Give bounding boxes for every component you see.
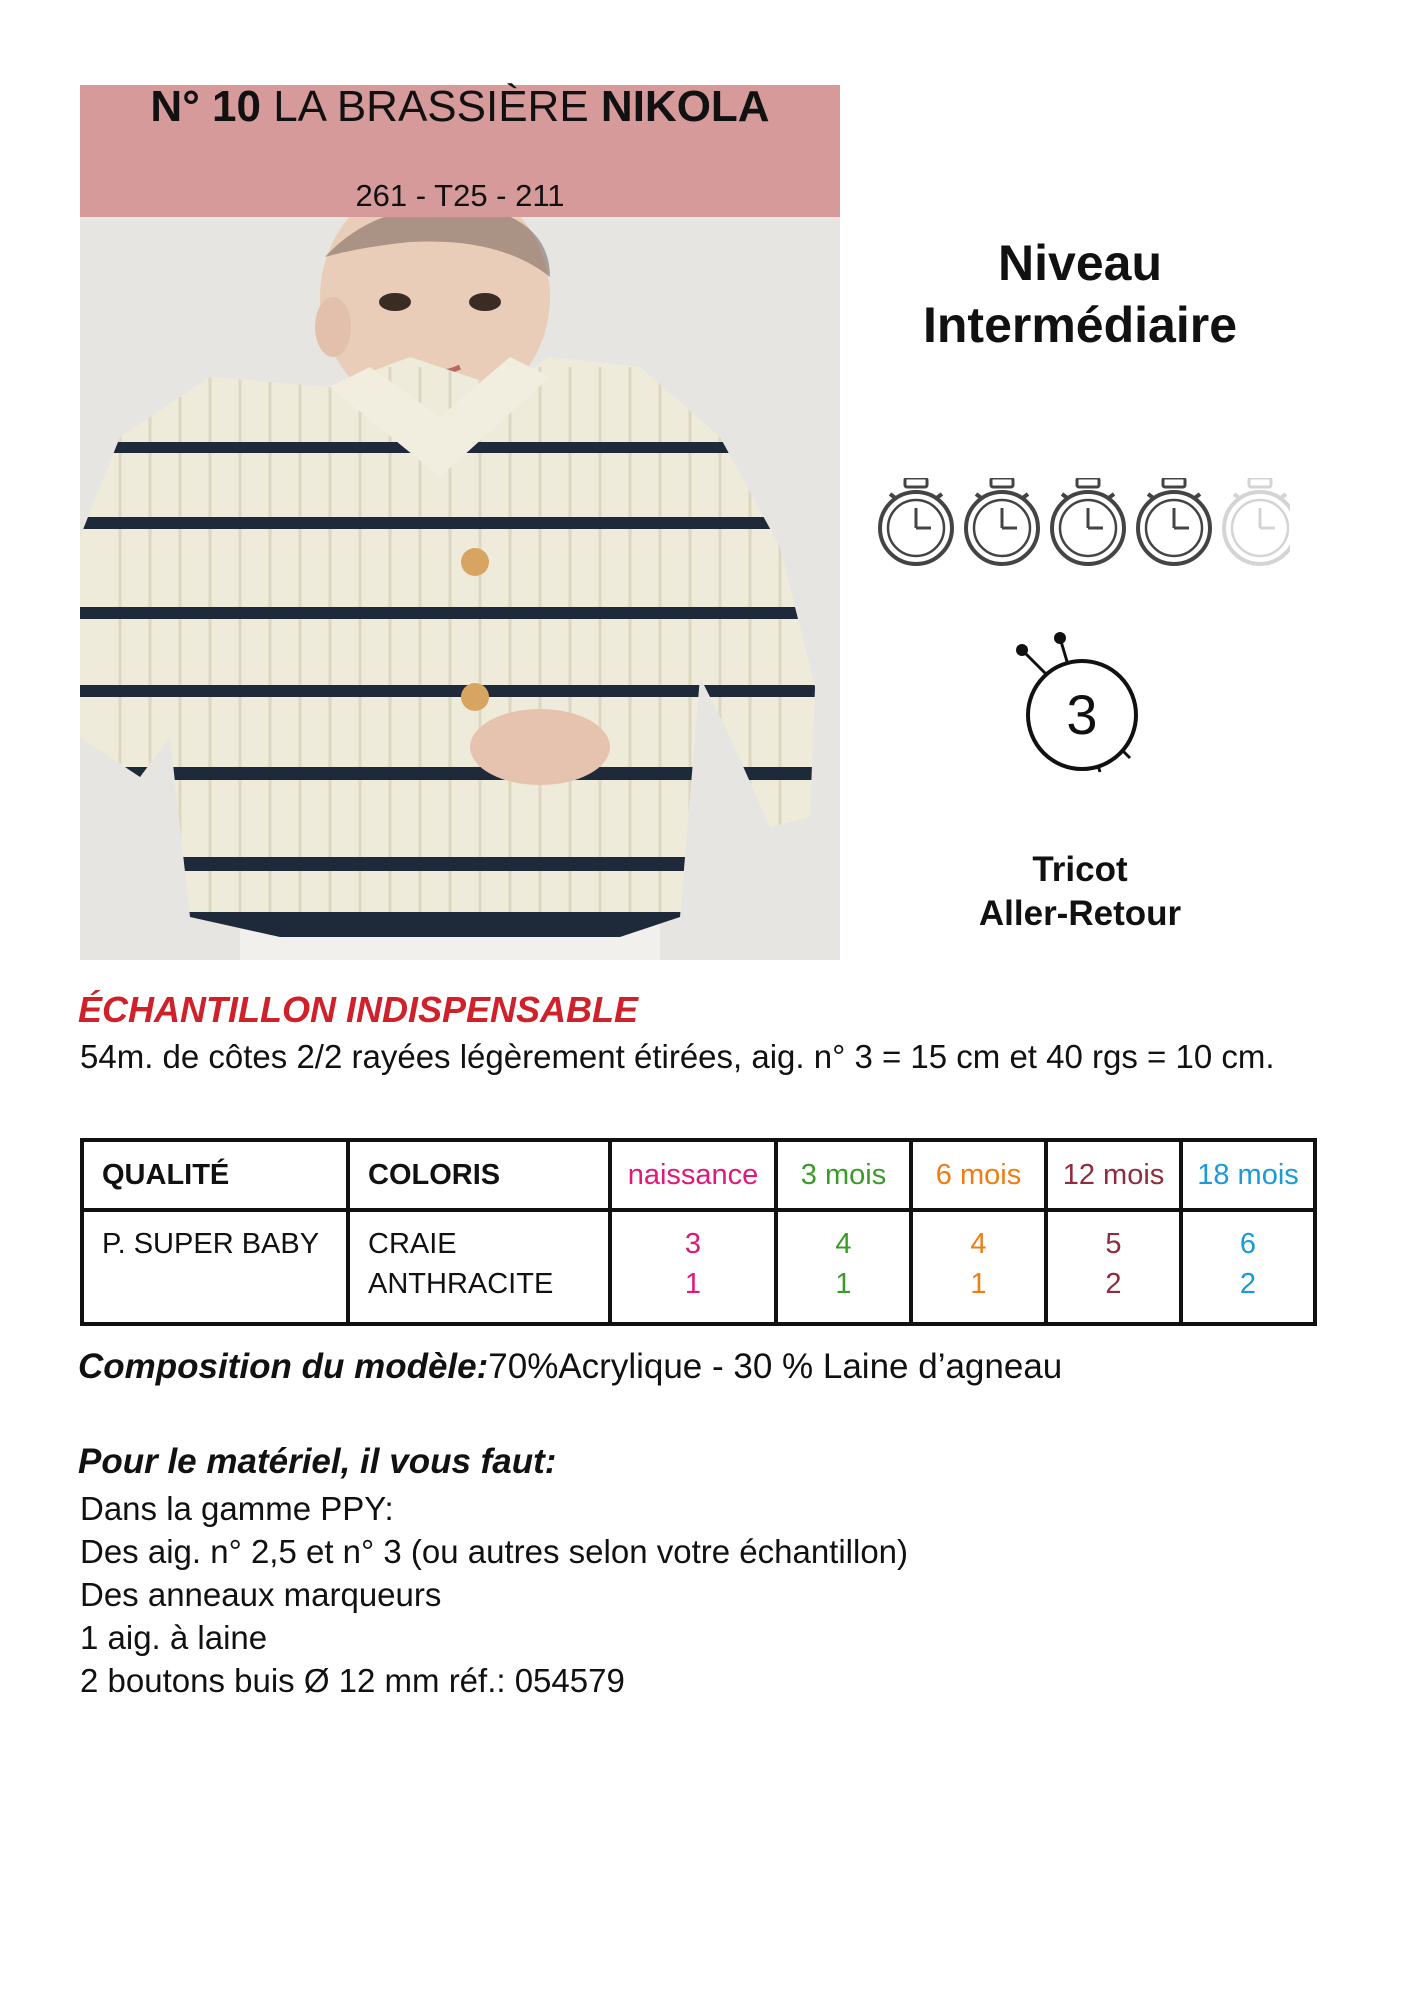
qty-craie: 4 (835, 1228, 852, 1260)
qty-anthracite: 1 (970, 1268, 987, 1300)
difficulty-value: Intermédiaire (922, 297, 1237, 353)
qty-anthracite: 2 (1105, 1268, 1122, 1300)
column-header-quality: QUALITÉ (82, 1140, 348, 1210)
color-anthracite: ANTHRACITE (368, 1268, 554, 1300)
gauge-text: 54m. de côtes 2/2 rayées légèrement étirées, aig. n° 3 = 15 cm et 40 rgs = 10 cm. (80, 1038, 1275, 1075)
qty-cell-6-months (911, 1210, 1046, 1324)
difficulty-label: Niveau (998, 235, 1162, 291)
composition (78, 1345, 1062, 1389)
qty-cell-3-months (776, 1210, 911, 1324)
table-header-row (82, 1140, 1315, 1210)
table-row (82, 1210, 1315, 1324)
qty-cell-18-months (1181, 1210, 1315, 1324)
column-header-colors: COLORIS (348, 1140, 610, 1210)
pattern-reference: 261 - T25 - 211 (355, 178, 565, 213)
gauge-heading: ÉCHANTILLON INDISPENSABLE (78, 989, 639, 1030)
stopwatch-icon (1138, 478, 1210, 564)
color-craie: CRAIE (368, 1228, 457, 1260)
time-rating (870, 478, 1290, 568)
stopwatch-icon (966, 478, 1038, 564)
pattern-title (80, 82, 840, 132)
yarn-quality-cell (82, 1210, 348, 1324)
qty-anthracite: 2 (1239, 1268, 1257, 1300)
baby-sweater-illustration (80, 217, 840, 960)
qty-cell-12-months (1046, 1210, 1181, 1324)
material-list (80, 1487, 908, 1702)
list-item: Des anneaux marqueurs (80, 1576, 442, 1613)
composition-label: Composition du modèle: (78, 1347, 489, 1386)
qty-cell-newborn (610, 1210, 776, 1324)
size-header-3-months: 3 mois (776, 1140, 911, 1210)
pattern-title-bold: NIKOLA (600, 82, 770, 131)
knitting-technique (870, 848, 1290, 936)
size-header-6-months: 6 mois (911, 1140, 1046, 1210)
list-item: 2 boutons buis Ø 12 mm réf.: 054579 (80, 1662, 625, 1699)
knitting-needles-icon (1012, 630, 1152, 780)
stopwatch-icon-faded (1224, 478, 1290, 564)
stopwatch-icon (880, 478, 952, 564)
size-header-newborn: naissance (610, 1140, 776, 1210)
qty-craie: 3 (684, 1228, 702, 1260)
yarn-quality: P. SUPER BABY (102, 1228, 320, 1260)
yarn-quantity-table (80, 1138, 1317, 1326)
qty-anthracite: 1 (835, 1268, 852, 1300)
list-item: Des aig. n° 2,5 et n° 3 (ou autres selon votre échantillon) (80, 1533, 909, 1570)
technique-line2: Aller-Retour (978, 894, 1182, 933)
pattern-number: N° 10 (150, 82, 261, 131)
composition-value: 70%Acrylique - 30 % Laine d’agneau (488, 1347, 1063, 1386)
stopwatch-icon (1052, 478, 1124, 564)
product-photo (80, 217, 840, 960)
qty-craie: 5 (1105, 1228, 1122, 1260)
list-item: Dans la gamme PPY: (80, 1490, 394, 1527)
pattern-title-regular: LA BRASSIÈRE (273, 82, 589, 131)
technique-line1: Tricot (1032, 850, 1128, 889)
size-header-12-months: 12 mois (1046, 1140, 1181, 1210)
size-header-18-months: 18 mois (1181, 1140, 1315, 1210)
difficulty-level (870, 232, 1290, 356)
list-item: 1 aig. à laine (80, 1619, 268, 1656)
qty-craie: 4 (970, 1228, 987, 1260)
qty-craie: 6 (1239, 1228, 1257, 1260)
material-heading: Pour le matériel, il vous faut: (78, 1442, 557, 1481)
needle-size-number: 3 (1066, 683, 1098, 746)
yarn-colors-cell (348, 1210, 610, 1324)
qty-anthracite: 1 (684, 1268, 702, 1300)
